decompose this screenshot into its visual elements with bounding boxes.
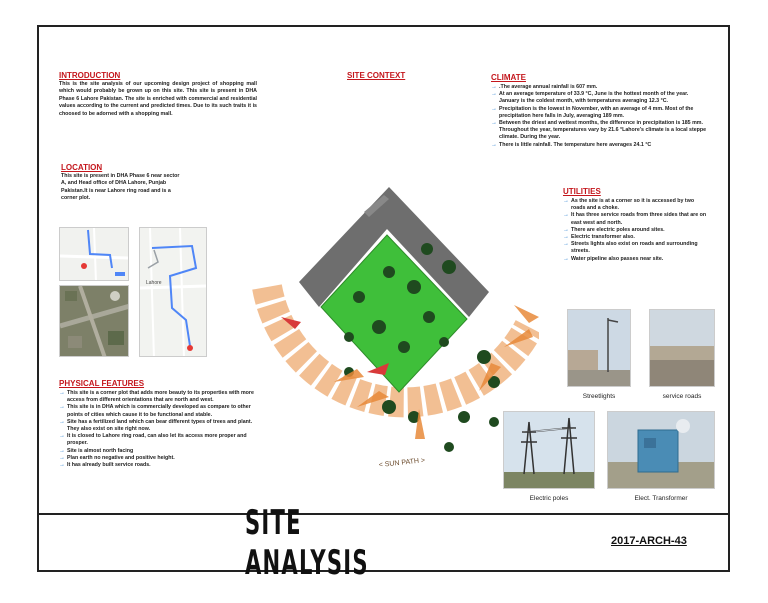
introduction-heading: INTRODUCTION [59, 71, 121, 80]
physical-feature-item: → This site is in DHA which is commercially developed as compare to other points of cities which cause it to be functional and stable. [59, 404, 257, 418]
location-section [61, 163, 181, 203]
climate-item: → There is little rainfall. The temperature here averages 24.1 °C [491, 142, 707, 149]
electric-poles-caption: Electric poles [529, 495, 569, 502]
utilities-item: → There are electric poles around sites. [563, 227, 707, 234]
sheet-title: SITE ANALYSIS [245, 503, 369, 583]
site-context-heading: SITE CONTEXT [347, 71, 406, 80]
utilities-item: → Streets lights also exist on roads and surrounding streets. [563, 241, 707, 255]
project-code: 2017-ARCH-43 [611, 535, 687, 547]
physical-feature-item: → It is closed to Lahore ring road, can also let its access more proper and prosper. [59, 433, 257, 447]
physical-feature-item: → Site has a fertilized land which can bear different types of trees and plant. They also exist on site right now. [59, 419, 257, 433]
physical-feature-item: → It has already built service roads. [59, 462, 257, 469]
city-map [139, 227, 207, 357]
climate-item: → .The average annual rainfall is 607 mm. [491, 84, 707, 91]
physical-feature-item: → Site is almost north facing [59, 448, 257, 455]
introduction-text: This is the site analysis of our upcoming design project of shopping mall which would probably be grown up on this site. This site is present in DHA Phase 6 Lahore Pakistan. The site is enriched with commercial and residential values according to the current and predicted times. Due to its such traits it is choosed to be adorned with a shopping mall. [59, 81, 257, 117]
electric-poles-photo [503, 411, 595, 489]
physical-features-section [59, 379, 257, 469]
physical-feature-item: → This site is a corner plot that adds more beauty to its properties with more access from different orientations that are north and west. [59, 390, 257, 404]
site-plan-illustration [239, 177, 539, 477]
map-city-label: Lahore [146, 280, 162, 286]
utilities-item: → It has three service roads from three sides that are on east west and north. [563, 212, 707, 226]
streetlights-caption: Streetlights [582, 393, 616, 400]
utilities-item: → As the site is at a corner so it is accessed by two roads and a choke. [563, 198, 707, 212]
climate-item: → Between the driest and wettest months, the difference in precipitation is 185 mm. Throughout the year, temperatures vary by 21.6 °Lahore's climate is a local steppe climate. During the year. [491, 120, 707, 142]
transformer-caption: Elect. Transformer [634, 495, 688, 502]
climate-heading: CLIMATE [491, 73, 526, 82]
utilities-heading: UTILITIES [563, 187, 601, 196]
satellite-image [59, 285, 129, 357]
introduction-section [59, 71, 257, 118]
climate-item: → Precipitation is the lowest in November, with an average of 4 mm. Most of the precipitation here falls in July, averaging 189 mm. [491, 106, 707, 120]
climate-section [491, 73, 707, 149]
drawing-sheet [37, 25, 730, 583]
title-block [245, 503, 485, 583]
location-text: This site is present in DHA Phase 6 near sector A, and Head office of DHA Lahore, Punjab Pakistan.It is near Lahore ring road and is a corner plot. [61, 173, 180, 202]
climate-item: → At an average temperature of 33.9 °C, June is the hottest month of the year. January is the coldest month, with temperatures averaging 12.3 °C. [491, 91, 707, 105]
streetlights-photo [567, 309, 631, 387]
utilities-section [563, 187, 707, 263]
location-map-small [59, 227, 129, 281]
transformer-photo [607, 411, 715, 489]
utilities-item: → Water pipeline also passes near site. [563, 256, 707, 263]
location-heading: LOCATION [61, 163, 103, 172]
service-roads-caption: service roads [662, 393, 702, 400]
utilities-item: → Electric transformer also. [563, 234, 707, 241]
physical-feature-item: → Plan earth no negative and positive height. [59, 455, 257, 462]
physical-features-heading: PHYSICAL FEATURES [59, 379, 145, 388]
service-roads-photo [649, 309, 715, 387]
sun-path-label: < SUN PATH > [378, 457, 426, 469]
